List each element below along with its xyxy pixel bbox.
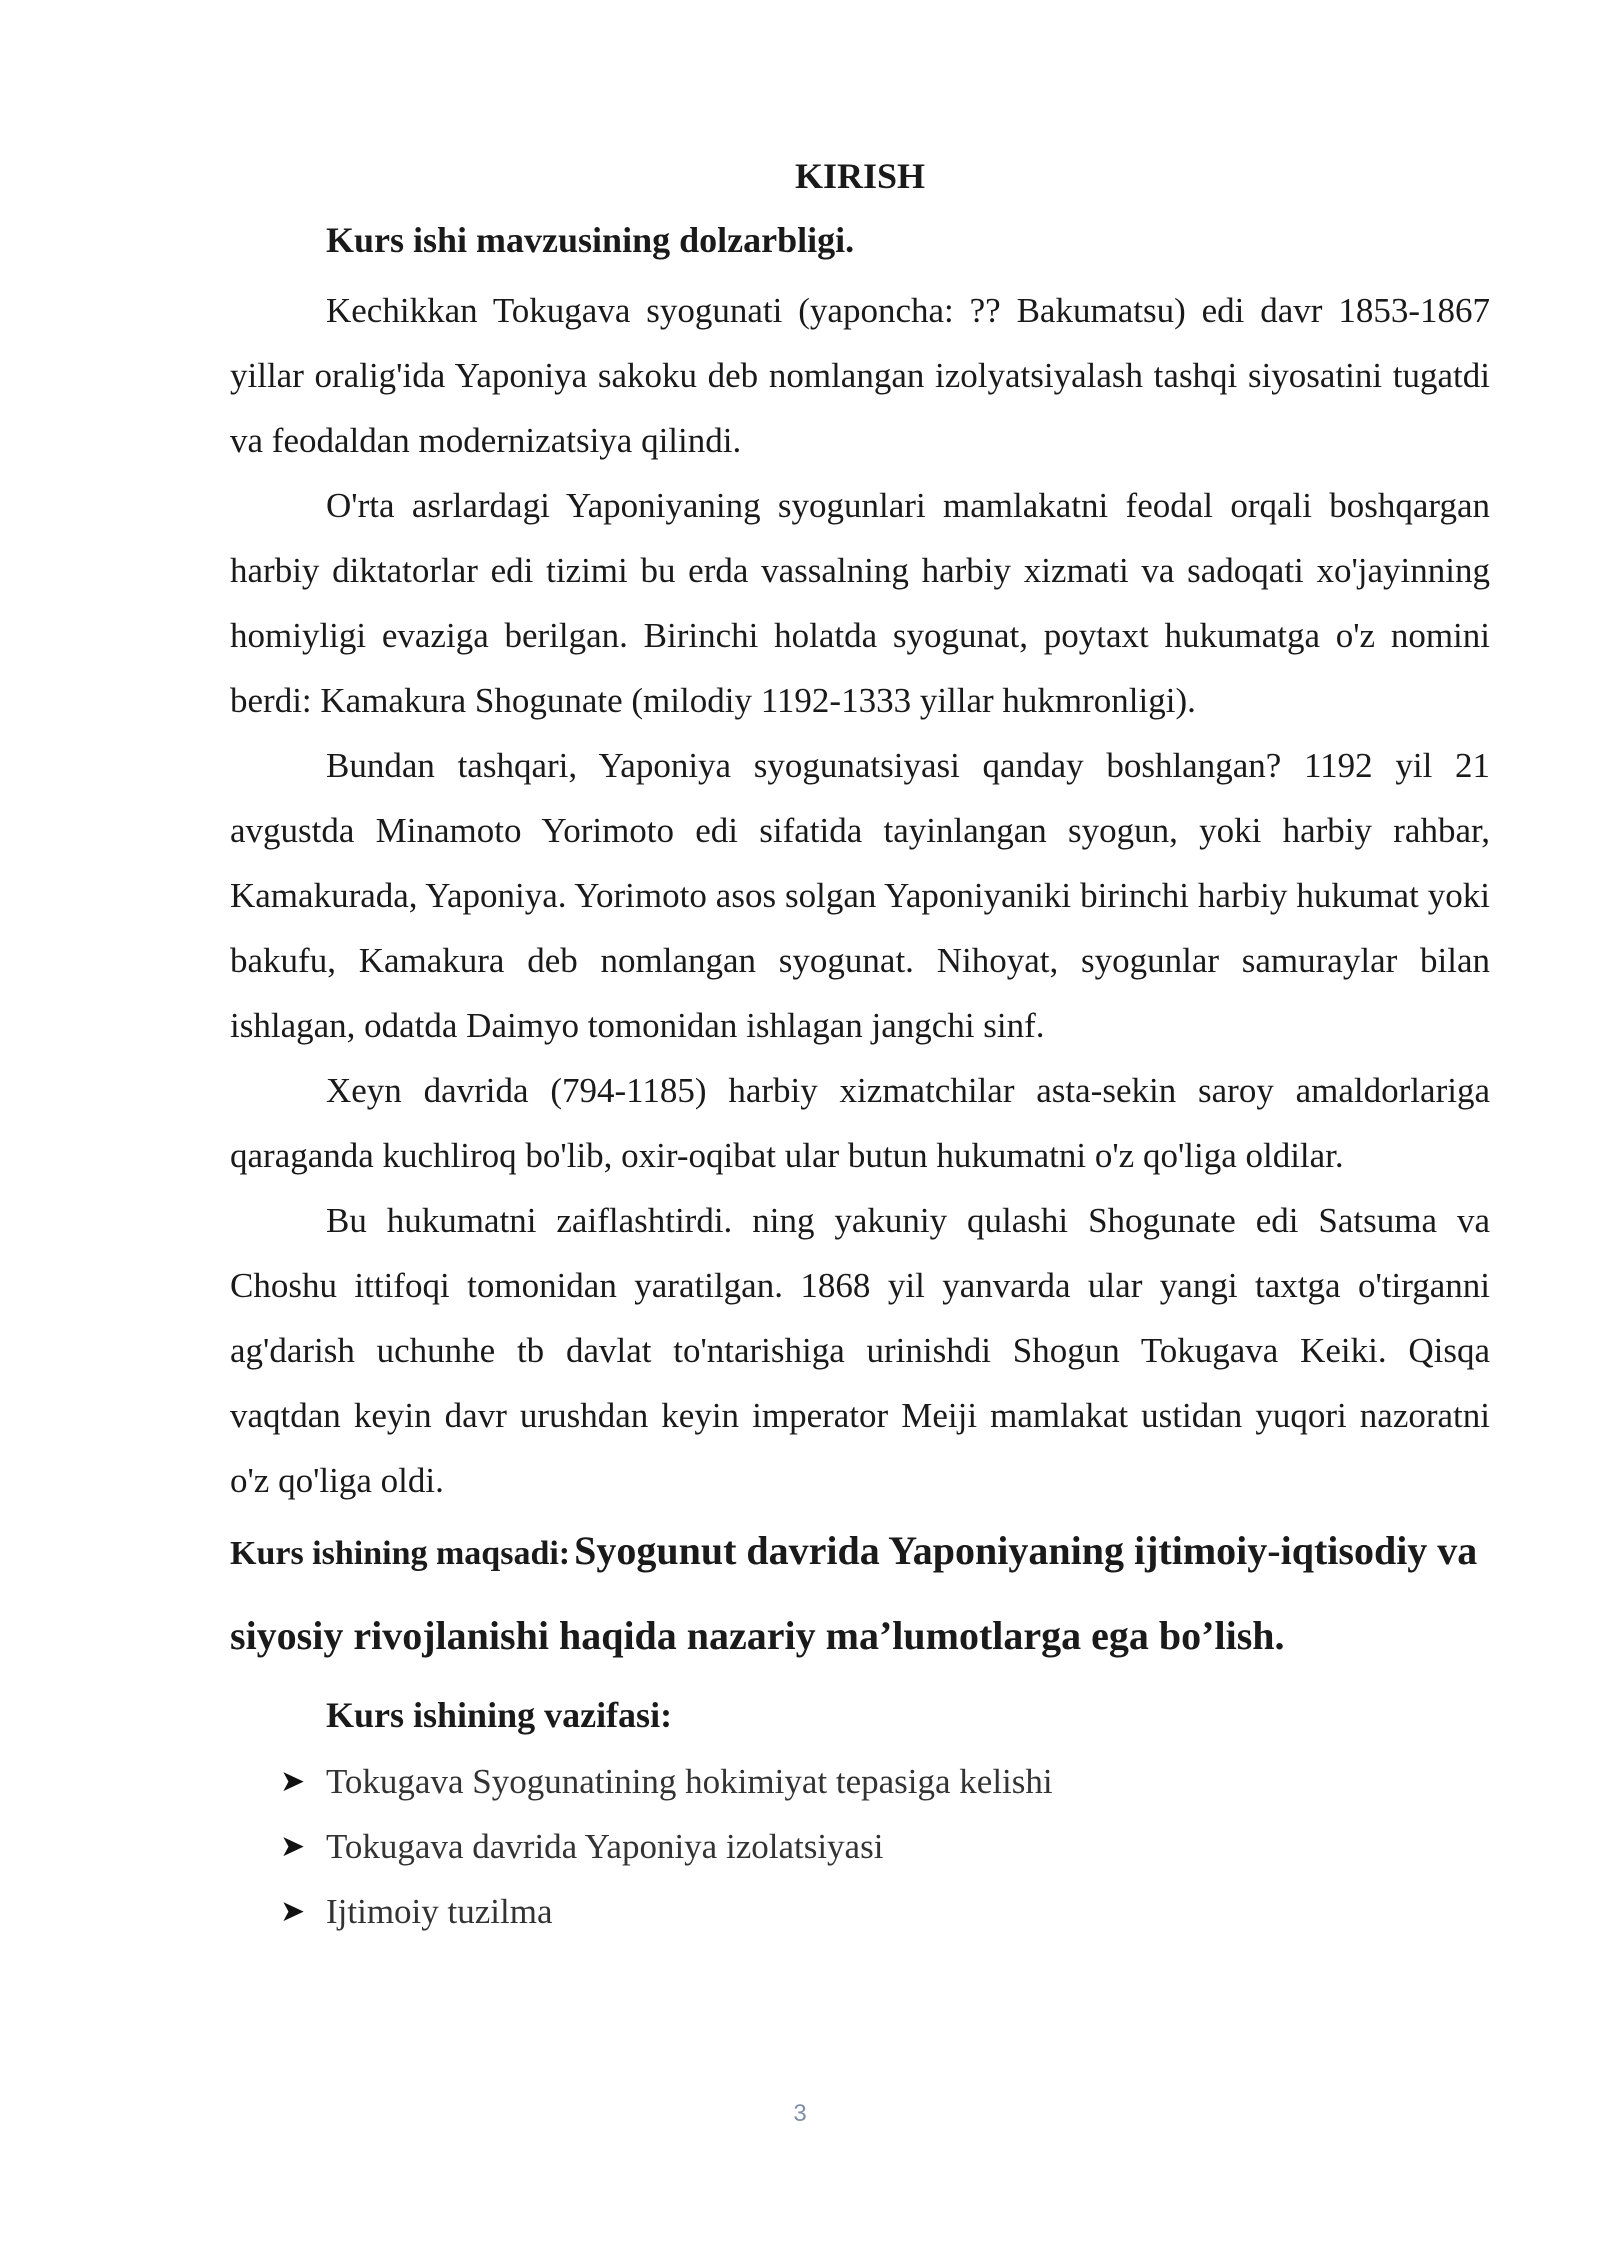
goal-statement [230,1513,1490,1683]
task-text: Tokugava Syogunatining hokimiyat tepasiga kelishi [326,1762,1053,1801]
arrow-bullet-icon: ➤ [280,1765,306,1798]
paragraph-2: O'rta asrlardagi Yaponiyaning syogunlari mamlakatni feodal orqali boshqargan harbiy diktatorlar edi tizimi bu erda vassalning harbiy xizmati va sadoqati xo'jayinning homiyligi evaziga berilgan. Birinchi holatda syogunat, poytaxt hukumatga o'z nomini berdi: Kamakura Shogunate (milodiy 1192-1333 yillar hukmronligi). [230,486,1490,720]
goal-text: Syogunut davrida Yaponiyaning ijtimoiy-iqtisodiy va siyosiy rivojlanishi haqida nazariy ma’lumotlarga ega bo’lish. [230,1528,1478,1658]
goal-label: Kurs ishining maqsadi: [230,1535,571,1572]
paragraph-3: Bundan tashqari, Yaponiya syogunatsiyasi qanday boshlangan? 1192 yil 21 avgustda Minamoto Yorimoto edi sifatida tayinlangan syogun, yoki harbiy rahbar, Kamakurada, Yaponiya. Yorimoto asos solgan Yaponiyaniki birinchi harbiy hukumat yoki bakufu, Kamakura deb nomlangan syogunat. Nihoyat, syogunlar samuraylar bilan ishlagan, odatda Daimyo tomonidan ishlagan jangchi sinf. [230,746,1490,1045]
tasks-heading: Kurs ishining vazifasi: [326,1695,673,1735]
paragraph-1: Kechikkan Tokugava syogunati (yaponcha: ?? Bakumatsu) edi davr 1853-1867 yillar oralig'ida Yaponiya sakoku deb nomlangan izolyatsiyalash tashqi siyosatini tugatdi va feodaldan modernizatsiya qilindi. [230,291,1490,460]
arrow-bullet-icon: ➤ [280,1830,306,1863]
list-item [280,1749,1490,1814]
page-number: 3 [793,2100,807,2127]
arrow-bullet-icon: ➤ [280,1895,306,1928]
task-text: Tokugava davrida Yaponiya izolatsiyasi [326,1827,884,1866]
list-item [280,1814,1490,1879]
task-text: Ijtimoiy tuzilma [326,1892,553,1931]
tasks-list [230,1749,1490,1944]
page-title: KIRISH [794,156,926,196]
paragraph-5: Bu hukumatni zaiflashtirdi. ning yakuniy qulashi Shogunate edi Satsuma va Choshu ittifoqi tomonidan yaratilgan. 1868 yil yanvarda ular yangi taxtga o'tirganni ag'darish uchunhe tb davlat to'ntarishiga urinishdi Shogun Tokugava Keiki. Qisqa vaqtdan keyin davr urushdan keyin imperator Meiji mamlakat ustidan yuqori nazoratni o'z qo'liga oldi. [230,1201,1490,1500]
relevance-heading: Kurs ishi mavzusining dolzarbligi. [326,220,855,260]
page-content [230,148,1490,1944]
paragraph-4: Xeyn davrida (794-1185) harbiy xizmatchilar asta-sekin saroy amaldorlariga qaraganda kuchliroq bo'lib, oxir-oqibat ular butun hukumatni o'z qo'liga oldilar. [230,1071,1490,1175]
list-item [280,1879,1490,1944]
